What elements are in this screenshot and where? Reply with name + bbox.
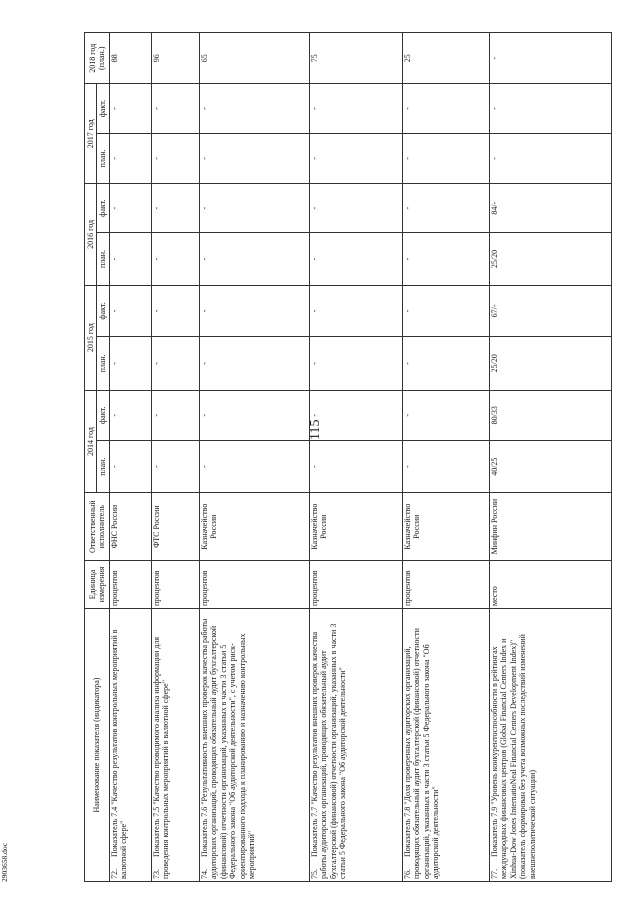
value-cell: 75 bbox=[309, 33, 402, 84]
value-cell: - bbox=[402, 337, 489, 391]
row-number: 75. bbox=[309, 869, 319, 879]
responsible-cell: Минфин России bbox=[489, 493, 611, 560]
indicator-name: Показатель 7.4 "Качество результатов контрольных мероприятий в валютной сфере" bbox=[109, 629, 129, 879]
value-cell: - bbox=[402, 133, 489, 183]
header-row-1 bbox=[85, 33, 97, 882]
value-cell: - bbox=[109, 390, 151, 440]
responsible-cell: Казначейство России bbox=[309, 493, 402, 560]
indicator-cell bbox=[489, 609, 611, 882]
header-year-2016: 2016 год bbox=[85, 184, 97, 286]
value-cell: 84/- bbox=[489, 184, 611, 233]
document-code: 2903658.doc bbox=[0, 843, 9, 882]
header-fact: факт. bbox=[97, 84, 109, 133]
value-cell: - bbox=[109, 133, 151, 183]
indicator-name: Показатель 7.7 "Качество результатов внешних проверок качества работы аудиторских организаций, проводящих обязательный аудит бухгалтерской (финансовой) отчетности организаций, указанных в части 3 статьи 5 Федерального закона "Об аудиторской деятельности" bbox=[309, 623, 348, 879]
value-cell: - bbox=[309, 337, 402, 391]
table-row bbox=[199, 33, 309, 882]
value-cell: - bbox=[199, 184, 309, 233]
responsible-cell: Казначейство России bbox=[402, 493, 489, 560]
header-plan: план. bbox=[97, 133, 109, 183]
responsible-cell: ФТС России bbox=[151, 493, 199, 560]
value-cell: - bbox=[309, 285, 402, 336]
value-cell: - bbox=[151, 390, 199, 440]
value-cell: - bbox=[199, 84, 309, 133]
row-number: 74. bbox=[199, 869, 209, 879]
value-cell: - bbox=[489, 33, 611, 84]
indicator-name: Показатель 7.6 "Результативность внешних проверок качества работы аудиторских организаций, проводящих обязательный аудит бухгалтерской (финансовой) отчетности организаций, указанных в части 3 статьи 5 Федерального закона "Об аудиторской деятельности", с учетом риск-ориентированного подхода к планированию и назначению контрольных мероприятий" bbox=[199, 618, 257, 879]
header-year-2014: 2014 год bbox=[85, 390, 97, 493]
header-fact: факт. bbox=[97, 184, 109, 233]
value-cell: - bbox=[109, 337, 151, 391]
value-cell: - bbox=[109, 285, 151, 336]
value-cell: - bbox=[151, 184, 199, 233]
indicator-cell bbox=[309, 609, 402, 882]
value-cell: - bbox=[489, 133, 611, 183]
value-cell: - bbox=[199, 233, 309, 285]
rotated-table-container bbox=[84, 32, 628, 882]
indicator-cell bbox=[199, 609, 309, 882]
value-cell: - bbox=[151, 440, 199, 492]
value-cell: - bbox=[199, 390, 309, 440]
indicator-name: Показатель 7.9 "Уровень конкурентоспособности в рейтингах международных финансовых центров (Global Financial Centers Index и Xinhua-Dow Jones InternatioNeal Financial Centers Development Index)" (показатель сформирован без учета возможных последствий изменений внешнеполитической ситуации) bbox=[489, 634, 537, 879]
indicator-cell bbox=[402, 609, 489, 882]
header-plan: план. bbox=[97, 233, 109, 285]
value-cell: - bbox=[402, 440, 489, 492]
header-fact: факт. bbox=[97, 285, 109, 336]
row-number: 76. bbox=[402, 869, 412, 879]
header-plan: план. bbox=[97, 440, 109, 492]
value-cell: - bbox=[199, 285, 309, 336]
unit-cell: процентов bbox=[199, 560, 309, 608]
value-cell: 96 bbox=[151, 33, 199, 84]
value-cell: 25 bbox=[402, 33, 489, 84]
value-cell: - bbox=[151, 233, 199, 285]
value-cell: 80/33 bbox=[489, 390, 611, 440]
header-responsible: Ответственный исполнитель bbox=[85, 493, 110, 560]
row-number: 72. bbox=[109, 869, 119, 879]
value-cell: - bbox=[309, 390, 402, 440]
unit-cell: процентов bbox=[109, 560, 151, 608]
value-cell: 25/20 bbox=[489, 337, 611, 391]
unit-cell: процентов bbox=[402, 560, 489, 608]
value-cell: - bbox=[109, 233, 151, 285]
value-cell: 25/20 bbox=[489, 233, 611, 285]
value-cell: 67/- bbox=[489, 285, 611, 336]
value-cell: - bbox=[109, 440, 151, 492]
unit-cell: процентов bbox=[309, 560, 402, 608]
table-row bbox=[489, 33, 611, 882]
value-cell: - bbox=[151, 84, 199, 133]
unit-cell: процентов bbox=[151, 560, 199, 608]
indicator-name: Показатель 7.5 "Качество проводимого анализа информации для проведения контрольных мероприятий в валютной сфере" bbox=[151, 636, 171, 879]
value-cell: - bbox=[109, 184, 151, 233]
value-cell: - bbox=[199, 440, 309, 492]
value-cell: - bbox=[109, 84, 151, 133]
responsible-cell: Казначейство России bbox=[199, 493, 309, 560]
value-cell: - bbox=[402, 390, 489, 440]
value-cell: 88 bbox=[109, 33, 151, 84]
value-cell: - bbox=[402, 184, 489, 233]
indicator-cell bbox=[109, 609, 151, 882]
value-cell: 40/25 bbox=[489, 440, 611, 492]
header-year-2017: 2017 год bbox=[85, 84, 97, 184]
table-row bbox=[309, 33, 402, 882]
header-year-2018: 2018 год (план.) bbox=[85, 33, 110, 84]
value-cell: - bbox=[309, 184, 402, 233]
value-cell: - bbox=[489, 84, 611, 133]
unit-cell: место bbox=[489, 560, 611, 608]
header-unit: Единица измерения bbox=[85, 560, 110, 608]
header-year-2015: 2015 год bbox=[85, 285, 97, 390]
value-cell: - bbox=[309, 84, 402, 133]
header-plan: план. bbox=[97, 337, 109, 391]
value-cell: 65 bbox=[199, 33, 309, 84]
table-row bbox=[402, 33, 489, 882]
indicators-table bbox=[84, 32, 612, 882]
value-cell: - bbox=[402, 233, 489, 285]
value-cell: - bbox=[309, 233, 402, 285]
indicator-name: Показатель 7.8 "Доля проверенных аудиторских организаций, проводящих обязательный аудит бухгалтерской (финансовой) отчетности организаций, указанных в части 3 статьи 5 Федерального закона "Об аудиторской деятельности" bbox=[402, 628, 441, 879]
value-cell: - bbox=[151, 285, 199, 336]
value-cell: - bbox=[199, 337, 309, 391]
value-cell: - bbox=[402, 84, 489, 133]
row-number: 77. bbox=[489, 869, 499, 879]
indicator-cell bbox=[151, 609, 199, 882]
table-row bbox=[109, 33, 151, 882]
header-fact: факт. bbox=[97, 390, 109, 440]
table-body bbox=[109, 33, 611, 882]
value-cell: - bbox=[199, 133, 309, 183]
page-number: 115 bbox=[308, 419, 323, 440]
row-number: 73. bbox=[151, 869, 161, 879]
table-row bbox=[151, 33, 199, 882]
value-cell: - bbox=[402, 285, 489, 336]
value-cell: - bbox=[151, 337, 199, 391]
header-indicator-name: Наименование показателя (индикатора) bbox=[85, 609, 110, 882]
value-cell: - bbox=[309, 440, 402, 492]
value-cell: - bbox=[309, 133, 402, 183]
responsible-cell: ФНС России bbox=[109, 493, 151, 560]
value-cell: - bbox=[151, 133, 199, 183]
